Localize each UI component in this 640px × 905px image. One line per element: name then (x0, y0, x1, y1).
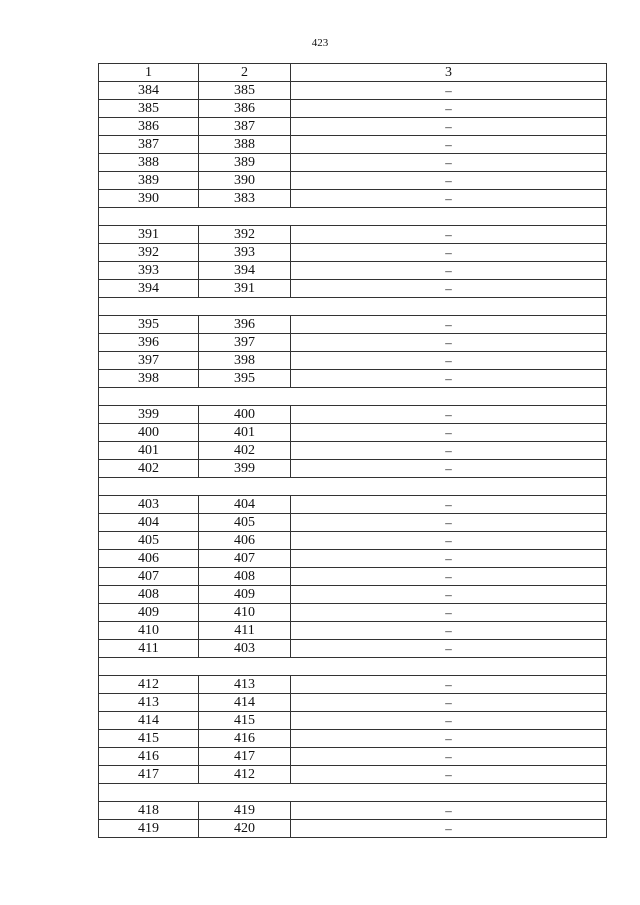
table-row (99, 496, 607, 514)
cell-col-1: 406 (99, 550, 199, 568)
cell-col-2: 405 (199, 514, 291, 532)
cell-col-1: 419 (99, 820, 199, 838)
cell-col-2: 385 (199, 82, 291, 100)
table-header-row (99, 64, 607, 82)
cell-col-3: – (291, 226, 607, 244)
cell-col-1: 396 (99, 334, 199, 352)
table-row (99, 514, 607, 532)
table-row (99, 226, 607, 244)
cell-col-3: – (291, 676, 607, 694)
cell-col-3: – (291, 496, 607, 514)
cell-col-1: 399 (99, 406, 199, 424)
cell-col-1: 398 (99, 370, 199, 388)
cell-col-2: 415 (199, 712, 291, 730)
table-row (99, 712, 607, 730)
cell-col-3: – (291, 334, 607, 352)
cell-col-2: 406 (199, 532, 291, 550)
cell-col-3: – (291, 370, 607, 388)
table-row (99, 730, 607, 748)
cell-col-1: 395 (99, 316, 199, 334)
cell-col-1: 393 (99, 262, 199, 280)
table-row (99, 640, 607, 658)
cell-col-1: 411 (99, 640, 199, 658)
cell-col-1: 384 (99, 82, 199, 100)
table-row (99, 694, 607, 712)
cell-col-1: 415 (99, 730, 199, 748)
group-separator-row (99, 388, 607, 406)
cell-col-2: 411 (199, 622, 291, 640)
cell-col-2: 410 (199, 604, 291, 622)
cell-col-3: – (291, 460, 607, 478)
cell-col-2: 393 (199, 244, 291, 262)
table-row (99, 532, 607, 550)
cell-col-2: 414 (199, 694, 291, 712)
cell-col-3: – (291, 100, 607, 118)
cell-col-3: – (291, 190, 607, 208)
cell-col-2: 412 (199, 766, 291, 784)
cell-col-2: 399 (199, 460, 291, 478)
cell-col-3: – (291, 514, 607, 532)
table-row (99, 748, 607, 766)
cell-col-1: 416 (99, 748, 199, 766)
group-separator-row (99, 298, 607, 316)
separator-cell (99, 784, 607, 802)
table-row (99, 334, 607, 352)
group-separator-row (99, 784, 607, 802)
cell-col-2: 396 (199, 316, 291, 334)
cell-col-1: 410 (99, 622, 199, 640)
cell-col-3: – (291, 532, 607, 550)
table-row (99, 82, 607, 100)
cell-col-3: – (291, 424, 607, 442)
table-row (99, 118, 607, 136)
cell-col-3: – (291, 568, 607, 586)
table-row (99, 802, 607, 820)
table-row (99, 442, 607, 460)
table-row (99, 676, 607, 694)
cell-col-2: 400 (199, 406, 291, 424)
cell-col-1: 407 (99, 568, 199, 586)
cell-col-2: 391 (199, 280, 291, 298)
cell-col-1: 417 (99, 766, 199, 784)
table-row (99, 352, 607, 370)
data-table (98, 63, 607, 838)
column-header-3: 3 (291, 64, 607, 82)
cell-col-2: 417 (199, 748, 291, 766)
cell-col-1: 400 (99, 424, 199, 442)
table-row (99, 622, 607, 640)
cell-col-3: – (291, 802, 607, 820)
cell-col-2: 401 (199, 424, 291, 442)
cell-col-3: – (291, 82, 607, 100)
cell-col-3: – (291, 442, 607, 460)
table-row (99, 316, 607, 334)
table-row (99, 406, 607, 424)
cell-col-1: 390 (99, 190, 199, 208)
cell-col-3: – (291, 316, 607, 334)
cell-col-3: – (291, 550, 607, 568)
table-row (99, 136, 607, 154)
table-row (99, 262, 607, 280)
cell-col-3: – (291, 406, 607, 424)
cell-col-3: – (291, 136, 607, 154)
table-row (99, 820, 607, 838)
table-row (99, 604, 607, 622)
cell-col-1: 392 (99, 244, 199, 262)
table-row (99, 280, 607, 298)
table-body (99, 82, 607, 838)
group-separator-row (99, 658, 607, 676)
cell-col-3: – (291, 172, 607, 190)
cell-col-3: – (291, 694, 607, 712)
table-row (99, 586, 607, 604)
cell-col-2: 394 (199, 262, 291, 280)
cell-col-3: – (291, 352, 607, 370)
cell-col-2: 398 (199, 352, 291, 370)
cell-col-1: 386 (99, 118, 199, 136)
cell-col-1: 413 (99, 694, 199, 712)
cell-col-3: – (291, 712, 607, 730)
table-row (99, 550, 607, 568)
cell-col-2: 386 (199, 100, 291, 118)
cell-col-2: 383 (199, 190, 291, 208)
cell-col-2: 420 (199, 820, 291, 838)
cell-col-1: 408 (99, 586, 199, 604)
cell-col-1: 414 (99, 712, 199, 730)
cell-col-2: 402 (199, 442, 291, 460)
cell-col-1: 387 (99, 136, 199, 154)
cell-col-2: 416 (199, 730, 291, 748)
cell-col-2: 392 (199, 226, 291, 244)
cell-col-3: – (291, 730, 607, 748)
cell-col-3: – (291, 820, 607, 838)
cell-col-3: – (291, 586, 607, 604)
cell-col-2: 404 (199, 496, 291, 514)
table-row (99, 460, 607, 478)
cell-col-1: 402 (99, 460, 199, 478)
cell-col-2: 397 (199, 334, 291, 352)
cell-col-1: 405 (99, 532, 199, 550)
table-row (99, 568, 607, 586)
cell-col-2: 403 (199, 640, 291, 658)
table-row (99, 424, 607, 442)
cell-col-1: 409 (99, 604, 199, 622)
cell-col-1: 401 (99, 442, 199, 460)
group-separator-row (99, 478, 607, 496)
table-row (99, 370, 607, 388)
cell-col-1: 418 (99, 802, 199, 820)
table-row (99, 244, 607, 262)
column-header-2: 2 (199, 64, 291, 82)
cell-col-2: 407 (199, 550, 291, 568)
cell-col-3: – (291, 766, 607, 784)
cell-col-1: 388 (99, 154, 199, 172)
cell-col-3: – (291, 748, 607, 766)
table-row (99, 190, 607, 208)
table-row (99, 100, 607, 118)
separator-cell (99, 388, 607, 406)
cell-col-3: – (291, 622, 607, 640)
cell-col-1: 412 (99, 676, 199, 694)
cell-col-2: 409 (199, 586, 291, 604)
separator-cell (99, 478, 607, 496)
cell-col-1: 404 (99, 514, 199, 532)
cell-col-1: 403 (99, 496, 199, 514)
column-header-1: 1 (99, 64, 199, 82)
cell-col-1: 389 (99, 172, 199, 190)
cell-col-1: 385 (99, 100, 199, 118)
cell-col-3: – (291, 280, 607, 298)
cell-col-3: – (291, 154, 607, 172)
cell-col-2: 389 (199, 154, 291, 172)
cell-col-2: 419 (199, 802, 291, 820)
cell-col-1: 394 (99, 280, 199, 298)
cell-col-3: – (291, 640, 607, 658)
cell-col-3: – (291, 262, 607, 280)
table-row (99, 154, 607, 172)
cell-col-3: – (291, 604, 607, 622)
cell-col-2: 413 (199, 676, 291, 694)
table-row (99, 766, 607, 784)
cell-col-2: 388 (199, 136, 291, 154)
cell-col-3: – (291, 118, 607, 136)
table-row (99, 172, 607, 190)
cell-col-2: 395 (199, 370, 291, 388)
separator-cell (99, 208, 607, 226)
cell-col-1: 397 (99, 352, 199, 370)
group-separator-row (99, 208, 607, 226)
cell-col-2: 408 (199, 568, 291, 586)
cell-col-2: 387 (199, 118, 291, 136)
cell-col-2: 390 (199, 172, 291, 190)
separator-cell (99, 658, 607, 676)
page-number: 423 (311, 37, 329, 49)
separator-cell (99, 298, 607, 316)
cell-col-1: 391 (99, 226, 199, 244)
cell-col-3: – (291, 244, 607, 262)
